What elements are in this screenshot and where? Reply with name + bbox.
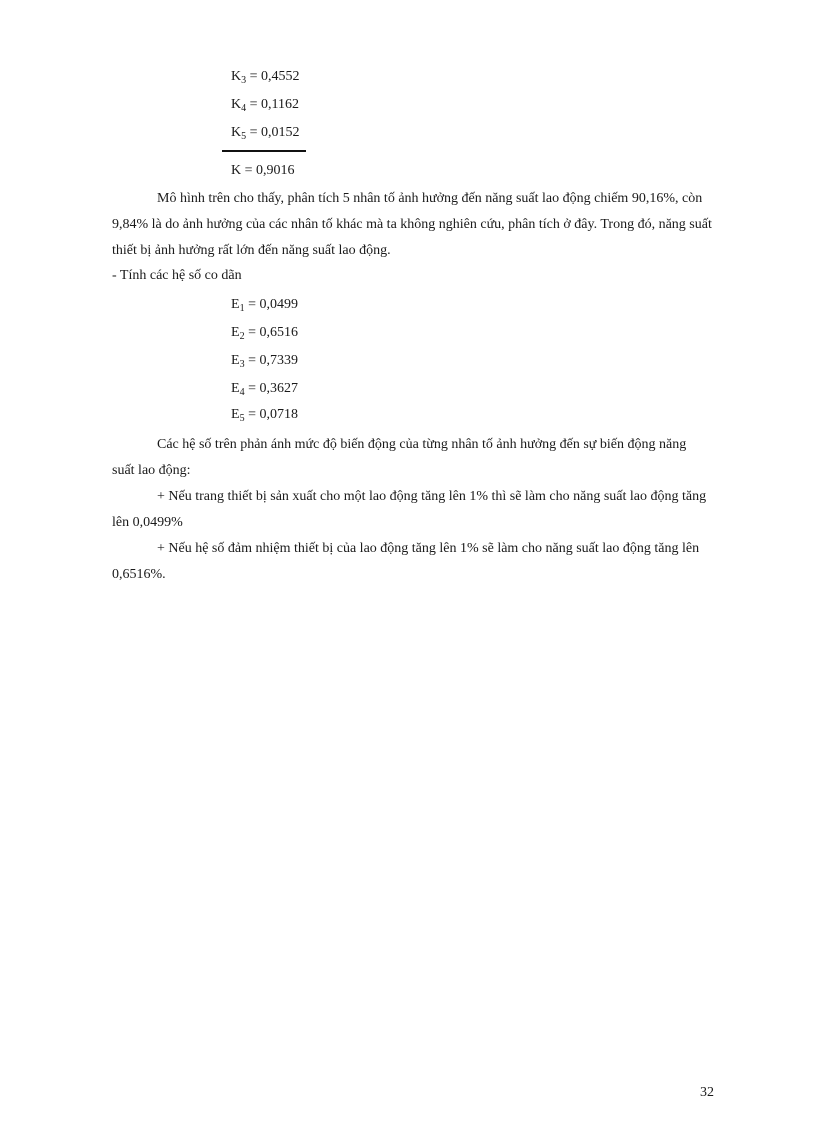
equation-e3: $E_3 = 0,7339$ bbox=[231, 353, 298, 370]
equation-e4: $E_4 = 0,3627$ bbox=[231, 381, 298, 398]
bullet-equipment: + Nếu trang thiết bị sản xuất cho một lao động tăng lên 1% thì sẽ làm cho năng suất lao động tăng lên 0,0499% bbox=[112, 489, 707, 530]
paragraph-coefficients: Các hệ số trên phản ánh mức độ biến động của từng nhân tố ảnh hưởng đến sự biến động năng suất lao động: bbox=[112, 437, 687, 478]
equation-e1: $E_1 = 0,0499$ bbox=[231, 297, 298, 314]
page-number: 32 bbox=[700, 1085, 714, 1100]
sum-rule bbox=[222, 150, 306, 152]
elasticity-heading: - Tính các hệ số co dãn bbox=[112, 268, 242, 283]
equation-k-total: K = 0,9016 bbox=[231, 163, 295, 178]
equation-k4: $K_4 = 0,1162$ bbox=[231, 97, 300, 114]
bullet-equipment-ratio: + Nếu hệ số đảm nhiệm thiết bị của lao động tăng lên 1% sẽ làm cho năng suất lao động tăng lên 0,6516%. bbox=[112, 541, 700, 582]
equation-e5: $E_5 = 0,0718$ bbox=[231, 407, 298, 424]
equation-e2: $E_2 = 0,6516$ bbox=[231, 325, 298, 342]
equation-k3: $K_3 = 0,4552$ bbox=[231, 69, 300, 86]
paragraph-model-summary: Mô hình trên cho thấy, phân tích 5 nhân tố ảnh hưởng đến năng suất lao động chiếm 90,16%, còn 9,84% là do ảnh hưởng của các nhân tố khác mà ta không nghiên cứu, phân tích ở đây. Trong đó, năng suất thiết bị ảnh hưởng rất lớn đến năng suất lao động. bbox=[112, 191, 712, 258]
equation-k5: $K_5 = 0,0152$ bbox=[231, 125, 300, 142]
